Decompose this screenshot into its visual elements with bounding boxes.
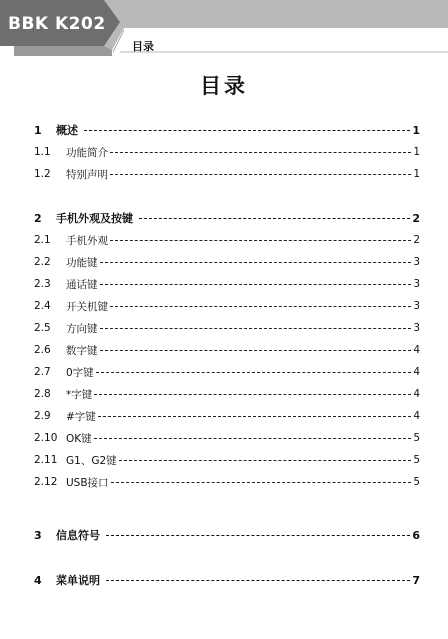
toc-leader-line xyxy=(110,174,411,175)
toc-entry-number: 2.2 xyxy=(34,256,51,268)
toc-leader-line xyxy=(139,218,410,219)
toc-leader-line xyxy=(106,580,410,581)
toc-entry-label: 功能简介 xyxy=(66,146,108,159)
toc-entry-label: 数字键 xyxy=(66,344,98,357)
toc-section-row[interactable] xyxy=(34,452,420,468)
toc-leader-line xyxy=(110,152,411,153)
toc-page-number: 3 xyxy=(413,256,420,268)
toc-entry-label: OK键 xyxy=(66,432,92,445)
toc-entry-number: 1 xyxy=(34,123,42,137)
toc-entry-number: 2 xyxy=(34,211,42,225)
toc-entry-number: 2.9 xyxy=(34,410,51,422)
toc-page-number: 4 xyxy=(413,366,420,378)
toc-entry-number: 2.5 xyxy=(34,322,51,334)
toc-entry-number: 2.12 xyxy=(34,476,58,488)
toc-page-number: 4 xyxy=(413,344,420,356)
toc-leader-line xyxy=(110,306,411,307)
toc-entry-label: 菜单说明 xyxy=(56,574,100,587)
toc-page-number: 5 xyxy=(413,476,420,488)
toc-entry-number: 1.2 xyxy=(34,168,51,180)
toc-entry-label: G1、G2键 xyxy=(66,454,117,467)
toc-page-number: 3 xyxy=(413,278,420,290)
toc-page-number: 1 xyxy=(413,168,420,180)
toc-entry-label: 通话键 xyxy=(66,278,98,291)
toc-section-row[interactable] xyxy=(34,364,420,380)
toc-section-row[interactable] xyxy=(34,232,420,248)
toc-leader-line xyxy=(94,394,411,395)
toc-leader-line xyxy=(94,438,412,439)
header-section-label: 目录 xyxy=(132,40,154,53)
toc-chapter-row[interactable] xyxy=(34,572,420,588)
brand-logo: BBK K202 xyxy=(8,14,106,34)
toc-entry-label: USB接口 xyxy=(66,476,109,489)
toc-leader-line xyxy=(98,416,412,417)
toc-section-row[interactable] xyxy=(34,386,420,402)
toc-page-number: 6 xyxy=(412,528,420,542)
toc-page-number: 4 xyxy=(413,410,420,422)
toc-leader-line xyxy=(119,460,412,461)
toc-entry-number: 2.11 xyxy=(34,454,58,466)
toc-entry-label: 开关机键 xyxy=(66,300,108,313)
toc-section-row[interactable] xyxy=(34,254,420,270)
toc-leader-line xyxy=(106,535,410,536)
toc-page-number: 5 xyxy=(413,454,420,466)
toc-entry-label: 信息符号 xyxy=(56,529,100,542)
toc-section-row[interactable] xyxy=(34,276,420,292)
toc-page-number: 5 xyxy=(413,432,420,444)
toc-leader-line xyxy=(100,284,412,285)
toc-entry-number: 2.4 xyxy=(34,300,51,312)
toc-entry-number: 2.3 xyxy=(34,278,51,290)
toc-chapter-row[interactable] xyxy=(34,210,420,226)
toc-leader-line xyxy=(100,328,412,329)
toc-leader-line xyxy=(100,262,412,263)
toc-leader-line xyxy=(111,482,412,483)
toc-page-number: 2 xyxy=(412,211,420,225)
toc-section-row[interactable] xyxy=(34,166,420,182)
toc-leader-line xyxy=(100,350,412,351)
toc-page-number: 1 xyxy=(413,146,420,158)
toc-page-number: 4 xyxy=(413,388,420,400)
toc-entry-number: 2.10 xyxy=(34,432,58,444)
toc-section-row[interactable] xyxy=(34,144,420,160)
toc-section-row[interactable] xyxy=(34,430,420,446)
toc-entry-number: 2.1 xyxy=(34,234,51,246)
toc-page-number: 2 xyxy=(413,234,420,246)
toc-entry-label: 手机外观 xyxy=(66,234,108,247)
toc-entry-number: 2.8 xyxy=(34,388,51,400)
toc-entry-number: 2.7 xyxy=(34,366,51,378)
toc-section-row[interactable] xyxy=(34,474,420,490)
toc-entry-label: #字键 xyxy=(66,410,96,423)
toc-entry-label: 方向键 xyxy=(66,322,98,335)
toc-page-number: 7 xyxy=(412,573,420,587)
toc-entry-label: 功能键 xyxy=(66,256,98,269)
toc-page-number: 1 xyxy=(412,123,420,137)
toc-entry-number: 2.6 xyxy=(34,344,51,356)
toc-leader-line xyxy=(96,372,412,373)
toc-entry-number: 1.1 xyxy=(34,146,51,158)
toc-entry-label: 特别声明 xyxy=(66,168,108,181)
toc-section-row[interactable] xyxy=(34,408,420,424)
toc-entry-label: 0字键 xyxy=(66,366,94,379)
toc-page-number: 3 xyxy=(413,300,420,312)
toc-entry-label: 手机外观及按键 xyxy=(56,212,133,225)
toc-entry-number: 3 xyxy=(34,528,42,542)
toc-entry-number: 4 xyxy=(34,573,42,587)
page-title: 目录 xyxy=(200,74,248,98)
toc-leader-line xyxy=(110,240,411,241)
toc-chapter-row[interactable] xyxy=(34,527,420,543)
toc-entry-label: 概述 xyxy=(56,124,78,137)
toc-section-row[interactable] xyxy=(34,298,420,314)
toc-page-number: 3 xyxy=(413,322,420,334)
toc-entry-label: *字键 xyxy=(66,388,93,401)
toc-chapter-row[interactable] xyxy=(34,122,420,138)
toc-section-row[interactable] xyxy=(34,320,420,336)
toc-leader-line xyxy=(84,130,410,131)
toc-section-row[interactable] xyxy=(34,342,420,358)
